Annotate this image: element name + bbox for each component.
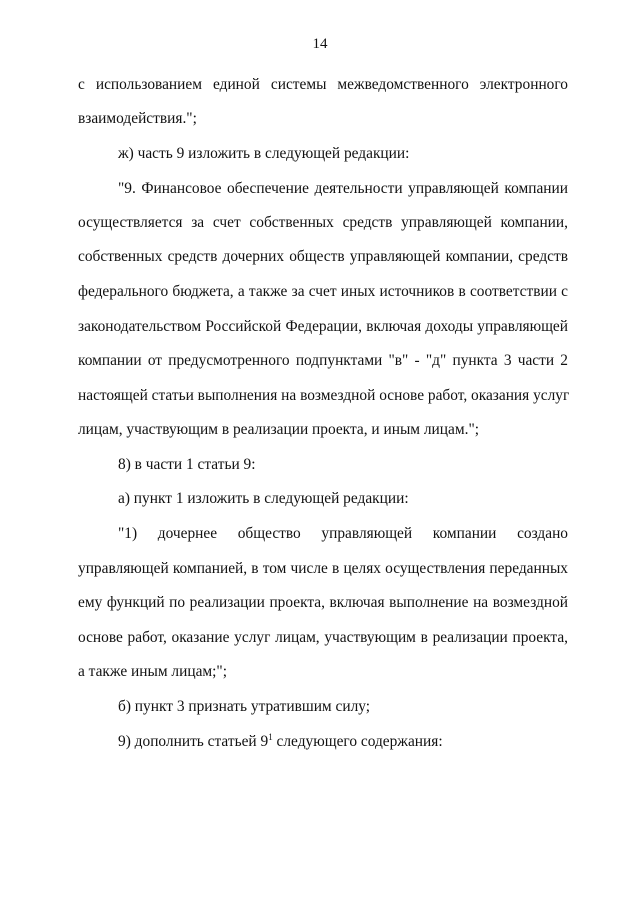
text-line: б) пункт 3 признать утратившим силу;	[118, 698, 371, 715]
text-line: основе работ, оказание услуг лицам, участвующим в реализации проекта,	[78, 629, 568, 646]
text-line: а также иным лицам;";	[78, 663, 227, 680]
text-line: компании от предусмотренного подпунктами "в" - "д" пункта 3 части 2	[78, 352, 568, 369]
text-span: следующего содержания:	[272, 733, 443, 750]
text-line: с использованием единой системы межведомственного электронного	[78, 76, 568, 93]
page-number: 14	[312, 36, 328, 52]
text-line: законодательством Российской Федерации, включая доходы управляющей	[78, 318, 568, 335]
text-line	[118, 733, 568, 751]
text-line: "1) дочернее общество управляющей компании создано	[118, 525, 568, 542]
superscript: 1	[268, 732, 273, 742]
text-line: собственных средств дочерних обществ управляющей компании, средств	[78, 248, 568, 265]
text-line: 8) в части 1 статьи 9:	[118, 456, 256, 473]
text-line: федерального бюджета, а также за счет иных источников в соответствии с	[78, 283, 568, 300]
text-line: "9. Финансовое обеспечение деятельности управляющей компании	[118, 180, 568, 197]
text-line: ж) часть 9 изложить в следующей редакции:	[118, 145, 410, 162]
text-line: осуществляется за счет собственных средств управляющей компании,	[78, 214, 568, 231]
text-line: управляющей компанией, в том числе в целях осуществления переданных	[78, 560, 568, 577]
text-line: ему функций по реализации проекта, включая выполнение на возмездной	[78, 594, 568, 611]
text-line: лицам, участвующим в реализации проекта, и иным лицам.";	[78, 421, 480, 438]
text-line: настоящей статьи выполнения на возмездной основе работ, оказания услуг	[78, 387, 570, 404]
text-line: взаимодействия.";	[78, 110, 197, 127]
text-line: а) пункт 1 изложить в следующей редакции:	[118, 490, 409, 507]
text-span: 9) дополнить статьей 9	[118, 733, 269, 750]
